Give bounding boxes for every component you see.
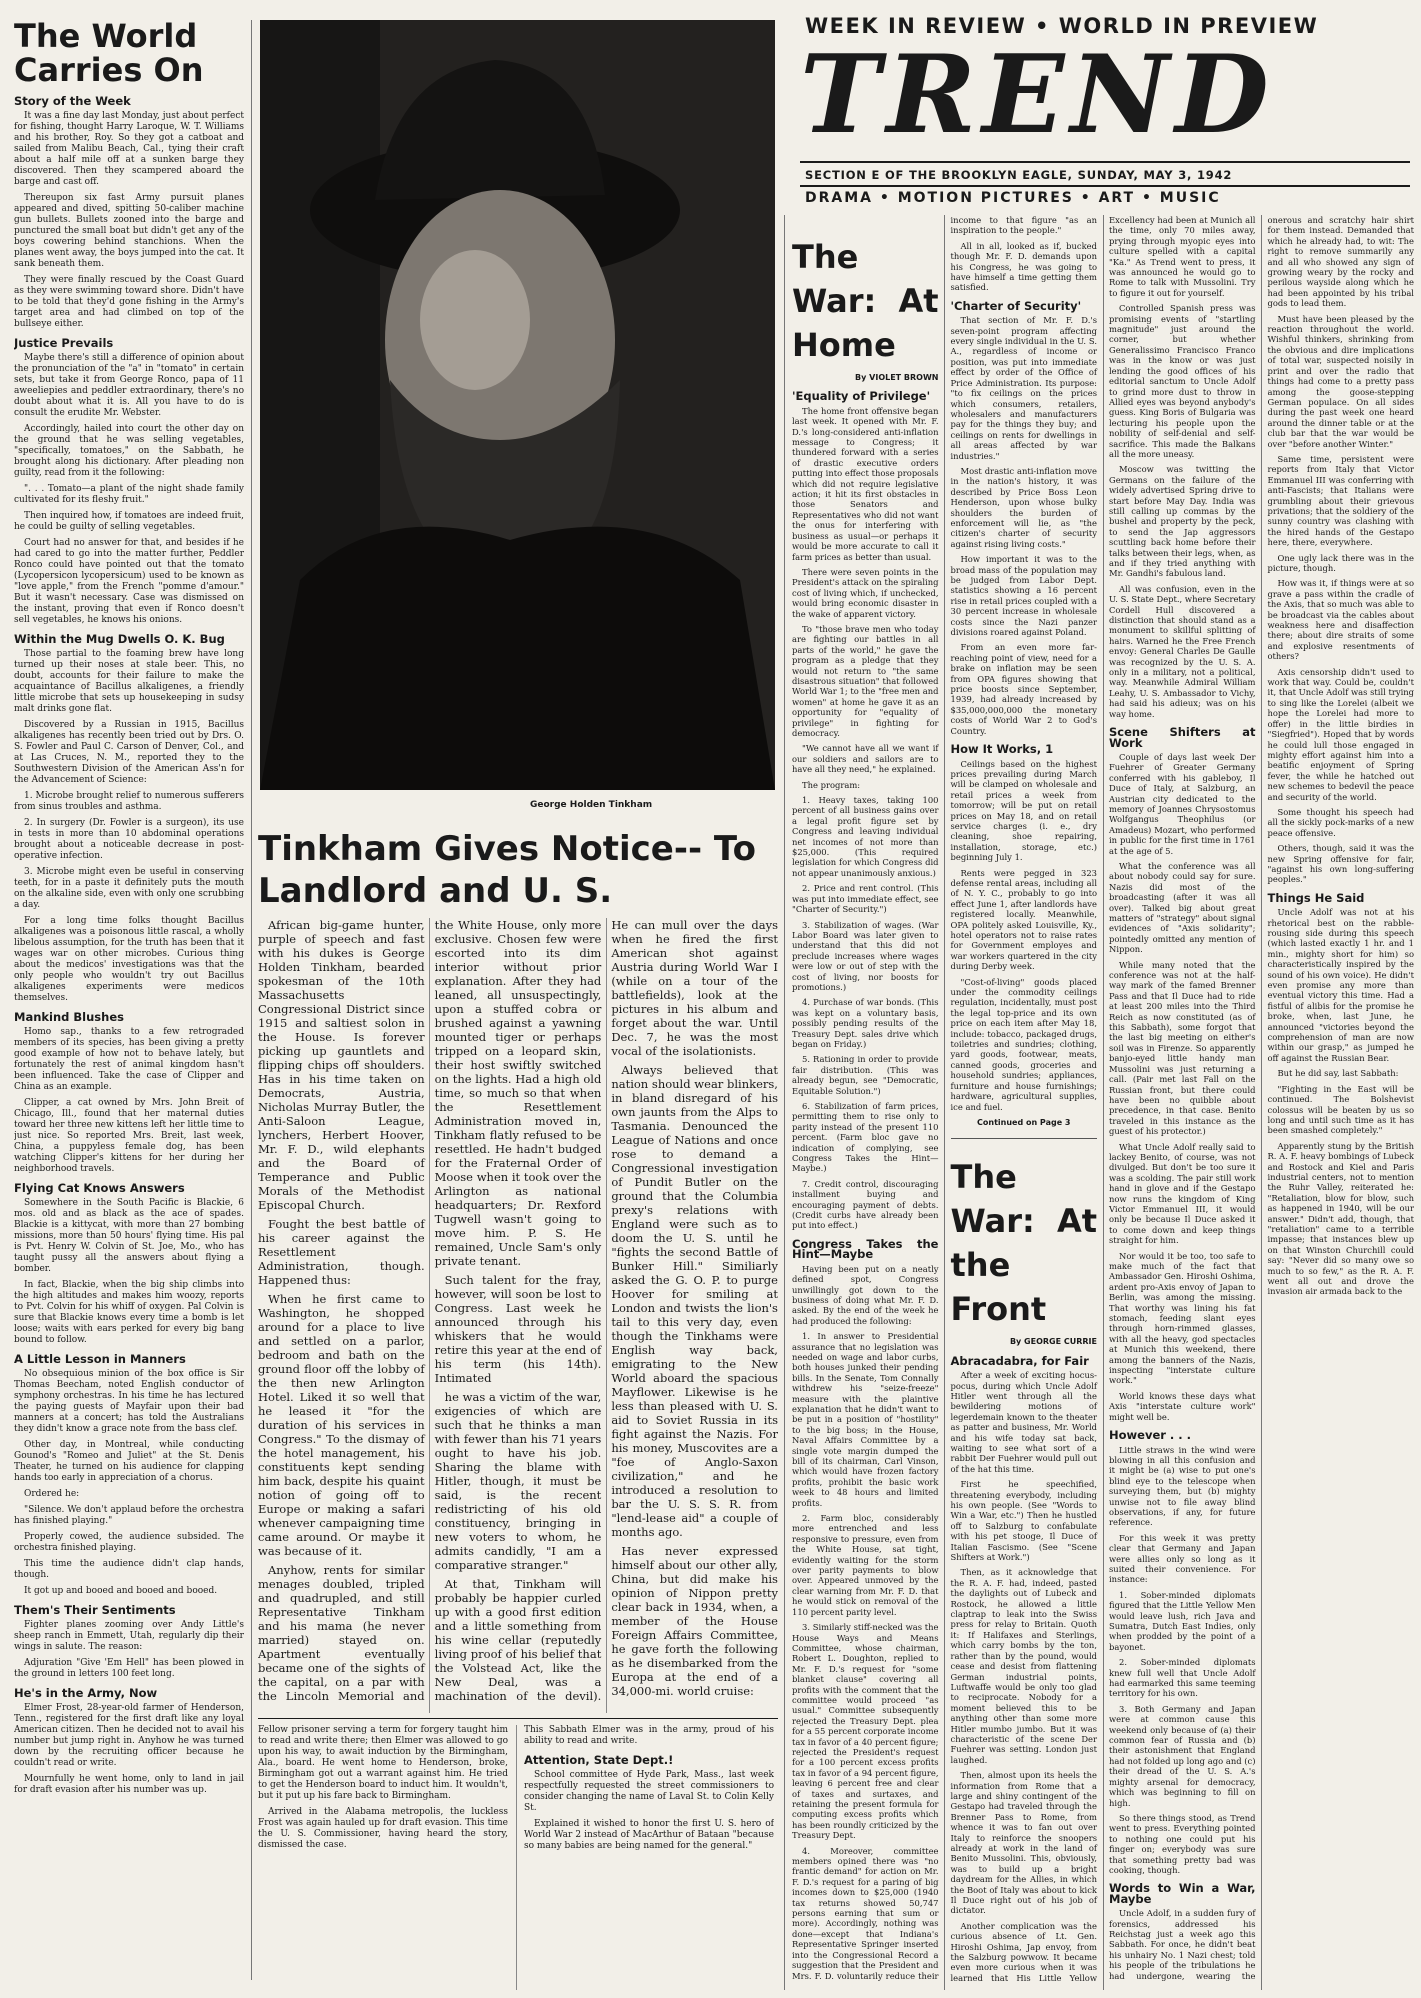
war-paragraph: Most drastic anti-inflation move in the nation's history, it was described by Price Boss Leon Henderson, upon whose bulky shoulders the burden of enforcement will lie, as "the citizen's charter of security against rising living costs." [950,465,1097,549]
world-paragraph: 1. Microbe brought relief to numerous sufferers from sinus troubles and asthma. [14,790,244,812]
world-heading: Them's Their Sentiments [14,1602,176,1617]
war-paragraph: So there things stood, as Trend went to press. Everything pointed to nothing one could put his finger on; everybody was sure that something pretty bad was cooking, though. [1109,1812,1256,1875]
masthead-rule-top [800,161,1410,163]
war-paragraph: 2. Farm bloc, considerably more entrenched and less responsive to pressure, even from the White House, sat tight, evidently waiting for the storm over parity payments to blow over. Appeared unmoved by the clear warning from Mr. F. D. that he would stick on removal of the 110 percent parity level. [792,1513,939,1617]
tinkham-paragraph: Anyhow, rents for similar menages doubled, tripled and quadrupled, and still Representative Tinkham and his mama (he never married) stayed on. Apartment eventually became one of the sights of the capital, on a par with the Lincoln Memorial and the White House, only more exclusive. Chosen few were escorted into its dim interior without prior explanation. After they had leaned, all unsuspectingly, upon a stuffed cobra or brushed against a yawning mounted tiger or perhaps tripped on a leopard skin, their host swiftly switched on the lights. Had a high old time, so much so that when the Resettlement Administration moved in, Tinkham flatly refused to be resettled. He hadn't budged for the Fraternal Order of Moose when it took over the Arlington as national headquarters; Dr. Rexford Tugwell wasn't going to move him. P. S. He remained, Uncle Sam's only private tenant. [258,918,602,1703]
war-paragraph: Couple of days last week Der Fuehrer of Greater Germany conferred with his gableboy, Il Duce of Italy, at Salzburg, an Austrian city dedicated to the memory of Joannes Chrysostomus Wolfgangus Theophilus (or Amadeus) Mozart, who performed in public for the first time in 1761 at the age of 5. [1109,751,1256,856]
war-articles [792,215,1414,1990]
world-heading: Justice Prevails [14,335,114,350]
column-divider [251,20,252,1980]
bottom-center-rule [258,1718,778,1719]
war-paragraph: 4. Purchase of war bonds. (This was kept on a voluntary basis, possibly pending results of the Treasury Dept. sales drive which began on Friday.) [792,997,939,1049]
world-heading: Flying Cat Knows Answers [14,1180,185,1195]
tinkham-paragraph: Such talent for the fray, however, will soon be lost to Congress. Last week he announced through his whiskers that he would retire this year at the end of his term (his 14th). Intimated [434,1273,602,1385]
headline-tinkham: Tinkham Gives Notice-- To Landlord and U. S. [258,829,756,911]
war-paragraph: There were seven points in the President's attack on the spiraling cost of living which, if unchecked, would bring economic disaster in the wake of apparent victory. [792,566,939,619]
headline-war-at-home: The War: At Home [792,238,939,364]
masthead-tagline: WEEK IN REVIEW • WORLD IN PREVIEW [805,14,1319,38]
war-paragraph: How was it, if things were at so grave a pass within the cradle of the Axis, that so much was able to be broadcast via the cables about weakness here and disaffection there; about dire straits of some and explosive resentments of others? [1267,578,1414,662]
war-paragraph: While many noted that the conference was not at the half-way mark of the famed Brenner Pass and that Il Duce had to ride at least 200 miles into the Third Reich as now constituted (as of this Sabbath), some forgot that the last big meeting on either's soil was in Firenze. So apparently banjo-eyed little handy man Mussolini was just returning a call. (Pair met last Fall on the Russian front, but there could have been no quibble about precedence, in that case. Benito traveled in this instance as the guest of his protector.) [1109,959,1256,1137]
world-paragraph: They were finally rescued by the Coast Guard as they were swimming toward shore. Didn't have to be told that they'd gone fishing in the Army's target area and had climbed on top of the bullseye either. [14,274,244,329]
war-paragraph: Must have been pleased by the reaction throughout the world. Wishful thinkers, shrinking from the obvious and dire implications of total war, suspected noisily in print and over the radio that things had come to a pretty pass among the goose-stepping German populace. On all sides during the past week one heard around the dinner table or at the club bar that the war would be over "before another Winter." [1267,313,1414,449]
war-heading: Things He Said [1267,890,1365,905]
world-paragraph: For a long time folks thought Bacillus alkaligenes was a poisonous little rascal, a wholly libelous assumption, for the truth has been that it wages war on other microbes. Curious thing about the medicos' investigations was that the only people who wouldn't try out Bacillus alkaligenes experiments were medicos themselves. [14,915,244,1003]
tinkham-paragraph: Has never expressed himself about our other ally, China, but did make his opinion of Nippon pretty clear back in 1934, when, a member of the House Foreign Affairs Committee, he gave forth the following as he disembarked from the Europa at the end of a 34,000-mi. world cruise: [611,1544,778,1698]
world-paragraph: Thereupon six fast Army pursuit planes appeared and dived, spitting 50-caliber machine gun bullets. Bullets zooned into the barge and punctured the small boat but didn't get any of the boys cowering behind stanchions. When the planes went away, the boys jumped into the cat. It sank beneath them. [14,192,244,269]
world-paragraph: Those partial to the foaming brew have long turned up their noses at stale beer. This, no doubt, accounts for their failure to make the acquaintance of Bacillus alkaligenes, a friendly little microbe that sets up housekeeping in sudsy malt drinks gone flat. [14,648,244,714]
war-paragraph: 3. Similarly stiff-necked was the House Ways and Means Committee, whose chairman, Robert L. Doughton, replied to Mr. F. D.'s request for "some blanket clause" covering all profits with the comment that the committee would proceed "as usual." Committee subsequently rejected the Treasury Dept. plea for a 55 percent corporate income tax in favor of a 40 percent figure; rejected the President's request for a 100 percent excess profits tax in favor of a 94 percent figure, leaving 6 percent free and clear of taxes and surtaxes, and retaining the present formula for computing excess profits which has been roundly criticized by the Treasury Dept. [792,1622,939,1841]
world-paragraph: Court had no answer for that, and besides if he had cared to go into the matter further, Peddler Ronco could have pointed out that the tomato (Lycopersicon lycopersicum) used to be known as "love apple," from the French "pomme d'amour." But it wasn't necessary. Case was dismissed on the instant, proving that even if Ronco doesn't sell vegetables, he knows his onions. [14,537,244,625]
war-heading: Abracadabra, for Fair [950,1353,1089,1368]
world-paragraph: Maybe there's still a difference of opinion about the pronunciation of the "a" in "tomato" in certain sets, but take it from George Ronco, papa of 11 aweeliepies and peddler extraordinary, there's no doubt about what it is. All you have to do is consult the erudite Mr. Webster. [14,352,244,418]
war-paragraph: Apparently stung by the British R. A. F. heavy bombings of Lubeck and Rostock and Kiel and Paris industrial centers, not to mention the Ruhr Valley, reiterated he: "Retaliation, blow for blow, such as happened in 1940, will be our answer." Didn't add, though, that "retaliation" came to a terrible impasse; that instances blew up on that Winston Churchill could say: "Never did so many owe so much to so few," as the R. A. F. went all out and drove the invasion air armada back to the [1267,1140,1414,1297]
elmer-para-2: Arrived in the Alabama metropolis, the luckless Frost was again hauled up for draft evasion. This time the U. S. Commissioner, having heard the story, dismissed the case. [258,1807,508,1850]
tinkham-paragraph: African big-game hunter, purple of speech and fast with his dukes is George Holden Tinkham, bearded spokesman of the 10th Massachusetts Congressional District since 1915 and saltiest solon in the House. Is forever picking up gauntlets and flipping chips off shoulders. Has in his time taken on Democrats, Austria, Nicholas Murray Butler, the Anti-Saloon League, lynchers, Herbert Hoover, Mr. F. D., wild elephants and the Board of Temperance and Public Morals of the Methodist Episcopal Church. [258,918,425,1212]
war-paragraph: "Cost-of-living" goods placed under the commodity ceilings regulation, incidentally, must post the legal top-price and its own price on each item after May 18, include: tobacco, packaged drugs, toiletries and sundries; clothing, yard goods, footwear, meats, canned goods, groceries and household sundries; appliances, furniture and house furnishings; hardware, agricultural supplies, ice and fuel. [950,976,1097,1112]
state-dept-story [524,1725,774,1995]
war-paragraph: 7. Credit control, discouraging installment buying and encouraging payment of debts. (Credit curbs have already been put into effect.) [792,1178,939,1231]
bottom-center-divider [516,1725,517,1990]
war-paragraph: For this week it was pretty clear that Germany and Japan were allies only so long as it suited their convenience. For instance: [1109,1532,1256,1585]
world-paragraph: Other day, in Montreal, while conducting Gounod's "Romeo and Juliet" at the St. Denis Theater, he turned on his audience for clapping hands too early in appreciation of a chorus. [14,1439,244,1483]
war-paragraph: Ceilings based on the highest prices prevailing during March will be clamped on wholesale and retail prices a week from tomorrow; will be put on retail prices on May 18, and on retail service charges (i. e., dry cleaning, shoe repairing, installation, storage, etc.) beginning July 1. [950,758,1097,863]
world-paragraph: It got up and booed and booed and booed. [24,1585,218,1596]
war-paragraph: Axis censorship didn't used to work that way. Could be, couldn't it, that Uncle Adolf was still trying to sing like the Lorelei (albeit we hope the Lorelei had more to offer) in the little birdies in "Siegfried"). Hoped that by words he could lull those engaged in mighty effort against him into a beatific enjoyment of Spring fever, the while he hatched out new schemes to bedevil the peace and security of the world. [1267,666,1414,802]
portrait-image [260,20,775,790]
headline-war-at-front: The War: At the Front [950,1158,1097,1329]
war-paragraph: Uncle Adolf, in a sudden fury of forensics, addressed his Reichstag just a week ago this Sabbath. For once, he didn't beat his unhairy No. 1 Nazi chest; told his people of the tribulations he had undergone, wearing the onerous and scratchy hair shirt for them instead. Demanded that which he already had, to wit: The right to remove summarily any and all who showed any sign of growing weary by the rocky and perilous wayside along which he had been appointed by his tribal gods to lead them. [1109,215,1414,1981]
state-dept-para-1: School committee of Hyde Park, Mass., last week respectfully requested the street commissioners to consider changing the name of Laval St. to Colin Kelly St. [524,1770,774,1813]
byline-violet-brown: By VIOLET BROWN [855,373,939,382]
war-heading: How It Works, 1 [950,742,1054,757]
tinkham-paragraph: Always believed that nation should wear blinkers, in bland disregard of his own jaunts from the Alps to Tasmania. Denounced the League of Nations and once rose to demand a Congressional investigation of Pundit Butler on the ground that the Columbia prexy's relations with England were such as to doom the U. S. until he "fights the second Battle of Bunker Hill." Similiarly asked the G. O. P. to purge Hoover for smiling at London and twists the lion's tail to this very day, even though the Tinkhams were English way back, emigrating to the New World aboard the spacious Mayflower. Likewise is he less than pleased with U. S. aid to Soviet Russia in its fight against the Nazis. For his money, Muscovites are a "foe of Anglo-Saxon civilization," and he introduced a resolution to bar the U. S. S. R. from "lend-lease aid" a couple of months ago. [611,1063,778,1539]
war-paragraph: All was confusion, even in the U. S. State Dept., where Secretary Cordell Hull discovered a distinction that should stand as a monument to skillful splitting of hairs. Warned he the Free French envoy: General Charles De Gaulle was recognized by the U. S. A. only in a military, not a political, way. Meanwhile Admiral William Leahy, U. S. Ambassador to Vichy, had said his adieux; was on his way home. [1109,583,1256,719]
war-paragraph: 1. Sober-minded diplomats figured that the Little Yellow Men would leave lush, rich Java and Sumatra, Dutch East Indies, only when prodded by the point of a bayonet. [1109,1589,1256,1652]
war-paragraph: Moscow was twitting the Germans on the failure of the widely advertised Spring drive to start before May Day. India was still calling up commas by the bushel and property by the peck, to send the Jap aggressors scuttling back home before their talks between their legs, when, as and if they tried anything with Mr. Gandhi's fabulous land. [1109,464,1256,579]
world-paragraph: This time the audience didn't clap hands, though. [14,1558,244,1580]
world-paragraph: Discovered by a Russian in 1915, Bacillus alkaligenes has recently been tried out by Drs. O. S. Fowler and Paul C. Carson of Denver, Col., and at Las Cruces, N. M., reported they to the Southwestern Division of the American Ass'n for the Advancement of Science: [14,719,244,785]
tinkham-paragraph: When he first came to Washington, he shopped around for a place to live and settled on a parlor, bedroom and bath on the ground floor off the lobby of the then new Arlington Hotel. Liked it so well that he leased it "for the duration of his services in Congress." To the dismay of the hotel management, his constituents kept sending him back, despite his quaint notion of going off to Europe or making a safari whenever campaigning time came around. Or maybe it was because of it. [258,1292,425,1558]
war-heading: 'Equality of Privilege' [792,389,931,404]
state-dept-para-2: Explained it wished to honor the first U. S. hero of World War 2 instead of MacArthur of Bataan "because so many babies are being named for the general." [524,1819,774,1851]
tinkham-body [258,918,778,1713]
world-heading: Mankind Blushes [14,1009,124,1024]
continued-note: Continued on Page 3 [977,1117,1071,1127]
war-paragraph: Another complication was the curious absence of Lt. Gen. Hiroshi Oshima, Jap envoy, from the Salzburg powwow. It became even more curious when it was learned that His Little Yellow Excellency had been at Munich all the time, only 70 miles away, prying through myopic eyes into culture spelled with a capital "Ka." As Trend went to press, it was announced he would go to Rome to talk with Mussolini. Try to figure it out for yourself. [950,215,1256,1983]
war-paragraph: Others, though, said it was the new Spring offensive for fair, "against his own long-suffering peoples." [1267,843,1414,885]
war-paragraph: First he speechified, threatening everybody, including his own people. (See "Words to Win a War, etc.") Then he hustled off to Salzburg to confabulate with his pet stooge, Il Duce of Italian Fascismo. (See "Scene Shifters at Work.") [950,1479,1097,1563]
world-paragraph: Somewhere in the South Pacific is Blackie, 6 mos. old and as black as the ace of spades. Blackie is a kittycat, with more than 27 bombing missions, more than 50 hours' flying time. His pal is Pvt. Henry W. Colvin of St. Joe, Mo., who has taught pussy all the answers about flying a bomber. [14,1197,244,1274]
war-paragraph: World knows these days what Axis "interstate culture work" might well be. [1109,1390,1256,1422]
war-paragraph: Having been put on a neatly defined spot, Congress unwillingly got down to the business of doing what Mr. F. D. asked. By the end of the week he had produced the following: [792,1263,939,1326]
world-heading: He's in the Army, Now [14,1685,158,1700]
photo-caption: George Holden Tinkham [530,800,653,810]
war-heading: However . . . [1109,1428,1192,1443]
war-paragraph: To "those brave men who today are fighting our battles in all parts of the world," he gave the program as a pledge that they would not return to "the same disastrous situation" that followed World War 1; to the "free men and women" at home he gave it as an opportunity for "equality of privilege" in fighting for democracy. [792,623,939,738]
war-paragraph: 3. Both Germany and Japan were at common cause this weekend only because of (a) their common fear of Russia and (b) their astonishment that England had not folded up long ago and (c) their dread of the U. S. A.'s mighty arsenal for democracy, which was beginning to fill on high. [1109,1703,1256,1808]
war-paragraph: "Fighting in the East will be continued. The Bolshevist colossus will be beaten by us so long and until such time as it has been smashed completely." [1267,1083,1414,1136]
war-paragraph: All in all, looked as if, bucked though Mr. F. D. demands upon his Congress, he was going to have himself a time getting them satisfied. [950,240,1097,293]
world-paragraph: Elmer Frost, 28-year-old farmer of Henderson, Tenn., registered for the first draft like any loyal American citizen. Then he decided not to avail his number but jump right in. Anyhow he was turned down by the recruiting officer because he couldn't read or write. [14,1702,244,1768]
elmer-para-1: Fellow prisoner serving a term for forgery taught him to read and write there; then Elmer was allowed to go upon his way, to await induction by the Birmingham, Ala., board. He went home to Henderson, broke, Birmingham got out a warrant against him. He tried to get the Henderson board to induct him. It wouldn't, but it put up his fare back to Birmingham. [258,1725,508,1801]
world-paragraph: Adjuration "Give 'Em Hell" has been plowed in the ground in letters 100 feet long. [14,1657,244,1679]
war-paragraph: 1. Heavy taxes, taking 100 percent of all business gains over a legal profit figure set by Congress and leaving individual net incomes of not more than $25,000. (This required legislation for which Congress did not appear unanimously anxious.) [792,795,939,878]
war-home-head [792,235,939,383]
war-paragraph: Then, almost upon its heels the information from Rome that a large and shiny contingent of the Gestapo had traveled through the Brenner Pass to Rome, from whence it was to fan out over Italy to reinforce the snoopers already at work in the land of Benito Mussolini. This, obviously, was to build up a bright daydream for the Allies, in which the Boot of Italy was about to kick Il Duce right out of his job of dictator. [950,1770,1097,1916]
war-paragraph: The program: [802,779,861,790]
world-paragraph: It was a fine day last Monday, just about perfect for fishing, thought Harry Laroque, W. T. Williams and his brother, Roy. So they got a catboat and sailed from Malibu Beach, Cal., tying their craft about a half mile off at a sunken barge they discovered. Then they scampered aboard the barge and cast off. [14,110,244,187]
world-paragraph: Ordered he: [24,1488,80,1499]
war-heading: Congress Takes the Hint—Maybe [792,1236,939,1262]
war-paragraph: That section of Mr. F. D.'s seven-point program affecting every single individual in the U. S. A., regardless of income or position, was put into immediate effect by order of the Office of Price Administration. Its purpose: "to fix ceilings on the prices which consumers, retailers, wholesalers and manufacturers pay for the things they buy; and ceilings on rents for dwellings in all areas affected by war industries." [950,315,1097,461]
world-paragraph: 2. In surgery (Dr. Fowler is a surgeon), its use in tests in more than 10 abdominal operations brought about a noticeable decrease in post-operative infection. [14,817,244,861]
war-paragraph: 4. Moreover, committee members opined there was "no frantic demand" for action on Mr. F. D.'s request for a paring of big incomes down to $25,000 (1940 tax returns showed 50,747 persons earning that sum or more). Accordingly, nothing was done—except that Indiana's Representative Springer inserted into the Congressional Record a suggestion that the President and Mrs. F. D. voluntarily reduce their income to that figure "as an inspiration to the people." [792,215,1097,1981]
world-paragraph: Then inquired how, if tomatoes are indeed fruit, he could be guilty of selling vegetables. [14,510,244,532]
war-front-head [951,1138,1098,1347]
war-paragraph: Then, as it acknowledge that the R. A. F. had, indeed, pasted the daylights out of Lubeck and Rostock, he allowed a little claptrap to leak into the Swiss press for relay to Britain. Quoth it: If Halifaxes and Sterlings, which carry bombs by the ton, rather than by the pound, would cease and desist from flattening German industrial points, Luftwaffe would be only too glad to reciprocate. Nobody for a moment believed this to be anything other than some more Hitler mumbo jumbo. But it was characteristic of the scene Der Fuehrer was setting. London just laughed. [950,1567,1097,1765]
war-paragraph: But he did say, last Sabbath: [1277,1068,1399,1079]
column-body [14,93,244,1796]
world-paragraph: Fighter planes zooming over Andy Little's sheep ranch in Emmett, Utah, regularly dip their wings in salute. The reason: [14,1619,244,1652]
war-paragraph: One ugly lack there was in the picture, though. [1267,552,1414,573]
war-paragraph: 6. Stabilization of farm prices, permitting them to rise only to parity instead of the present 110 percent. (Farm bloc gave no indication of complying, see Congress Takes the Hint—Maybe.) [792,1101,939,1174]
tinkham-paragraph: he was a victim of the war, exigencies of which are such that he thinks a man with fewer than his 71 years ought to have his job. Sharing the blame with Hitler, though, it must be said, is the recent redistricting of his old constituency, bringing in new voters to whom, he admits candidly, "I am a comparative stranger." [434,1390,602,1572]
tinkham-paragraph: Fought the best battle of his career against the Resettlement Administration, though. Happened thus: [258,1217,425,1287]
war-paragraph: 5. Rationing in order to provide fair distribution. (This was already begun, see "Democratic, Equitable Solution.") [792,1054,939,1096]
column-world-carries-on [14,20,244,1990]
war-paragraph: 2. Sober-minded diplomats knew full well that Uncle Adolf had earmarked this same teeming territory for his own. [1109,1657,1256,1699]
masthead [800,8,1415,208]
war-paragraph: From an even more far-reaching point of view, need for a brake on inflation may be seen from OPA figures showing that price boosts since September, 1939, had already increased by $35,000,000,000 the monetary costs of World War 2 to God's Country. [950,642,1097,736]
byline-george-currie: By GEORGE CURRIE [1009,1337,1097,1347]
world-heading: Within the Mug Dwells O. K. Bug [14,631,225,646]
war-paragraph: What Uncle Adolf really said to lackey Benito, of course, was not divulged. But don't be too sure it was a scolding. The pair still work hand in glove and if the Gestapo now runs the kingdom of King Victor Emmanuel III, it would only be because Il Duce asked it to come down and keep things straight for him. [1109,1141,1256,1246]
war-paragraph: Rents were pegged in 323 defense rental areas, including all of N. Y. C., probably to go into effect June 1, after landlords have registered locally. Meanwhile, OPA politely asked Louisville, Ky., hotel operators not to raise rates for Government employes and war workers quartered in the city during Derby week. [950,867,1097,972]
masthead-section-line: SECTION E OF THE BROOKLYN EAGLE, SUNDAY, MAY 3, 1942 [805,168,1233,182]
war-paragraph: Some thought his speech had all the sickly pock-marks of a new peace offensive. [1267,806,1414,838]
war-paragraph: 3. Stabilization of wages. (War Labor Board was later given to understand that this did not preclude increases where wages were low or out of step with the cost of living, nor boosts for promotions.) [792,919,939,992]
world-heading: A Little Lesson in Manners [14,1351,186,1366]
war-paragraph: Uncle Adolf was not at his rhetorical best on the rabble-rousing side during this speech (which lasted exactly 1 hr. and 1 min., mighty short for him) so characteristically inspired by the sound of his own voice). He didn't even promise any more than eventual victory this time. Had a fistful of alibis for the promise he broke, when, last June, he announced "victories beyond the comprehension of man are now within our grasp," as jumped he off against the Russian Bear. [1267,907,1414,1063]
war-paragraph: Nor would it be too, too safe to make much of the fact that Ambassador Gen. Hiroshi Oshima, ardent pro-Axis envoy of Japan to Berlin, was among the missing. That worthy was lining his fat stomach, feeding slant eyes through horn-rimmed glasses, with all the heavy, god spectacles at Munich this weekend, there among the banners of the Nazis, inspecting "interstate culture work." [1109,1250,1256,1386]
war-paragraph: 1. In answer to Presidential assurance that no legislation was needed on wage and labor curbs, both houses junked their pending bills. In the Senate, Tom Connally withdrew his "seize-freeze" measure with the plaintive explanation that he didn't want to be put in a position of "hostility" to the big boss; in the House, Naval Affairs Committee by a single vote margin dumped the bill of its chairman, Carl Vinson, which would have frozen factory profits, prohibit the basic work week to 48 hours and limited profits. [792,1331,939,1508]
war-heading: Words to Win a War, Maybe [1109,1881,1256,1906]
masthead-title: TREND [800,32,1275,158]
world-paragraph: No obsequious minion of the box office is Sir Thomas Beecham, noted English conductor of symphony orchestras. In his time he has lectured the paying guests of Mayfair upon their bad manners at a concert; has told the Australians they didn't know a grace note from the bass clef. [14,1368,244,1434]
world-paragraph: "Silence. We don't applaud before the orchestra has finished playing." [14,1504,244,1526]
war-paragraph: How important it was to the broad mass of the population may be judged from Labor Dept. statistics showing a 16 percent rise in retail prices coupled with a 30 percent increase in wholesale costs since the Nazi panzer divisions roared against Poland. [950,554,1097,638]
portrait-photo [260,20,775,790]
elmer-continuation [258,1725,508,1995]
war-paragraph: Little straws in the wind were blowing in all this confusion and it might be (a) wise to put one's blind eye to the telescope when surveying them, but (b) mighty unwise not to file away blind observations, if any, for future reference. [1109,1444,1256,1528]
war-paragraph: "We cannot have all we want if our soldiers and sailors are to have all they need," he explained. [792,743,939,775]
masthead-topics: DRAMA • MOTION PICTURES • ART • MUSIC [805,190,1221,206]
war-paragraph: The home front offensive began last week. It opened with Mr. F. D.'s long-considered anti-inflation message to Congress; it thundered forward with a series of drastic executive orders putting into effect those proposals which did not require legislative action; it hit its first obstacles in those Senators and Representatives who did not want the onus for interfering with business as usual—or perhaps it would be more accurate to call it farm prices as better than usual. [792,405,939,562]
world-paragraph: Clipper, a cat owned by Mrs. John Breit of Chicago, Ill., found that her maternal duties toward her three new kittens left her little time to just nice. So reported Mrs. Breit, last week, China, a puppyless female dog, has been watching Clipper's kittens for her during her neighborhood travels. [14,1097,244,1174]
tinkham-paragraph: At that, Tinkham will probably be happier curled up with a good first edition and a little something from his wine cellar (reputedly living proof of his belief that the Volstead Act, like the New Deal, was a machination of the devil). He can mull over the days when he fired the first American shot against Austria during World War I (while on a tour of the battlefields), look at the pictures in his album and forget about the war. Until Dec. 7, he was the most vocal of the isolationists. [434,918,778,1703]
world-paragraph: In fact, Blackie, when the big ship climbs into the high altitudes and makes him woozy, reports to Pvt. Colvin for his whiff of oxygen. Pal Colvin is sure that Blackie knows every time a bomb is let loose; waits with ears perked for every big bang bound to follow. [14,1279,244,1345]
masthead-rule-bottom [800,185,1410,187]
elmer-army-note: This Sabbath Elmer was in the army, proud of his ability to read and write. [524,1725,774,1746]
world-paragraph: Homo sap., thanks to a few retrograded members of its species, has been giving a pretty good example of how not to behave lately, but fortunately the rest of animal kingdom hasn't been influenced. Take the case of Clipper and China as an example. [14,1026,244,1092]
war-heading: Scene Shifters at Work [1109,725,1256,750]
headline-world-carries-on: The World Carries On [14,20,204,89]
war-paragraph: After a week of exciting hocus-pocus, during which Uncle Adolf Hitler went through all the bewildering motions of legerdemain known to the theater as patter and business, Mr. World and his wife today sat back, waiting to see what sort of a rabbit Der Fuehrer would pull out of the hat this time. [950,1370,1097,1474]
world-paragraph: Properly cowed, the audience subsided. The orchestra finished playing. [14,1531,244,1553]
right-divider [784,215,785,1990]
world-heading: Story of the Week [14,93,131,108]
war-paragraph: 2. Price and rent control. (This was put into immediate effect, see "Charter of Security.") [792,883,939,915]
war-paragraph: Controlled Spanish press was promising events of "startling magnitude" just around the corner, but whether Generalissimo Francisco Franco was in the know or was just lending the good offices of his editorial sanctum to Uncle Adolf to grind more dust to throw in Allied eyes was beyond anybody's guess. King Boris of Bulgaria was lecturing his people upon the nobility of self-denial and self-sacrifice. This made the Balkans all the more uneasy. [1109,303,1256,459]
world-paragraph: ". . . Tomato—a plant of the night shade family cultivated for its fleshy fruit." [14,483,244,505]
war-heading: 'Charter of Security' [950,298,1082,313]
world-paragraph: Accordingly, hailed into court the other day on the ground that he was selling vegetables, "specifically, tomatoes," on the Sabbath, he brought along his dictionary. After pleading non guilty, read from it the following: [14,423,244,478]
world-paragraph: Mournfully he went home, only to land in jail for draft evasion after his number was up. [14,1773,244,1795]
war-paragraph: Same time, persistent were reports from Italy that Victor Emmanuel III was conferring with anti-Fascists; that Italians were grumbling about their grievous privations; that the soldiery of the sunny country was clashing with the hired hands of the Gestapo here, there, everywhere. [1267,453,1414,548]
world-paragraph: 3. Microbe might even be useful in conserving teeth, for in a paste it definitely puts the mouth on the alkaline side, even with only one scrubbing a day. [14,866,244,910]
heading-attention-state-dept: Attention, State Dept.! [524,1753,674,1767]
war-paragraph: What the conference was all about nobody could say for sure. Nazis did most of the broadcasting (after it was all over). Talked big about great matters of "strategy" about signal evidences of "Axis solidarity"; pointedly omitted any mention of Nippon. [1109,860,1256,955]
